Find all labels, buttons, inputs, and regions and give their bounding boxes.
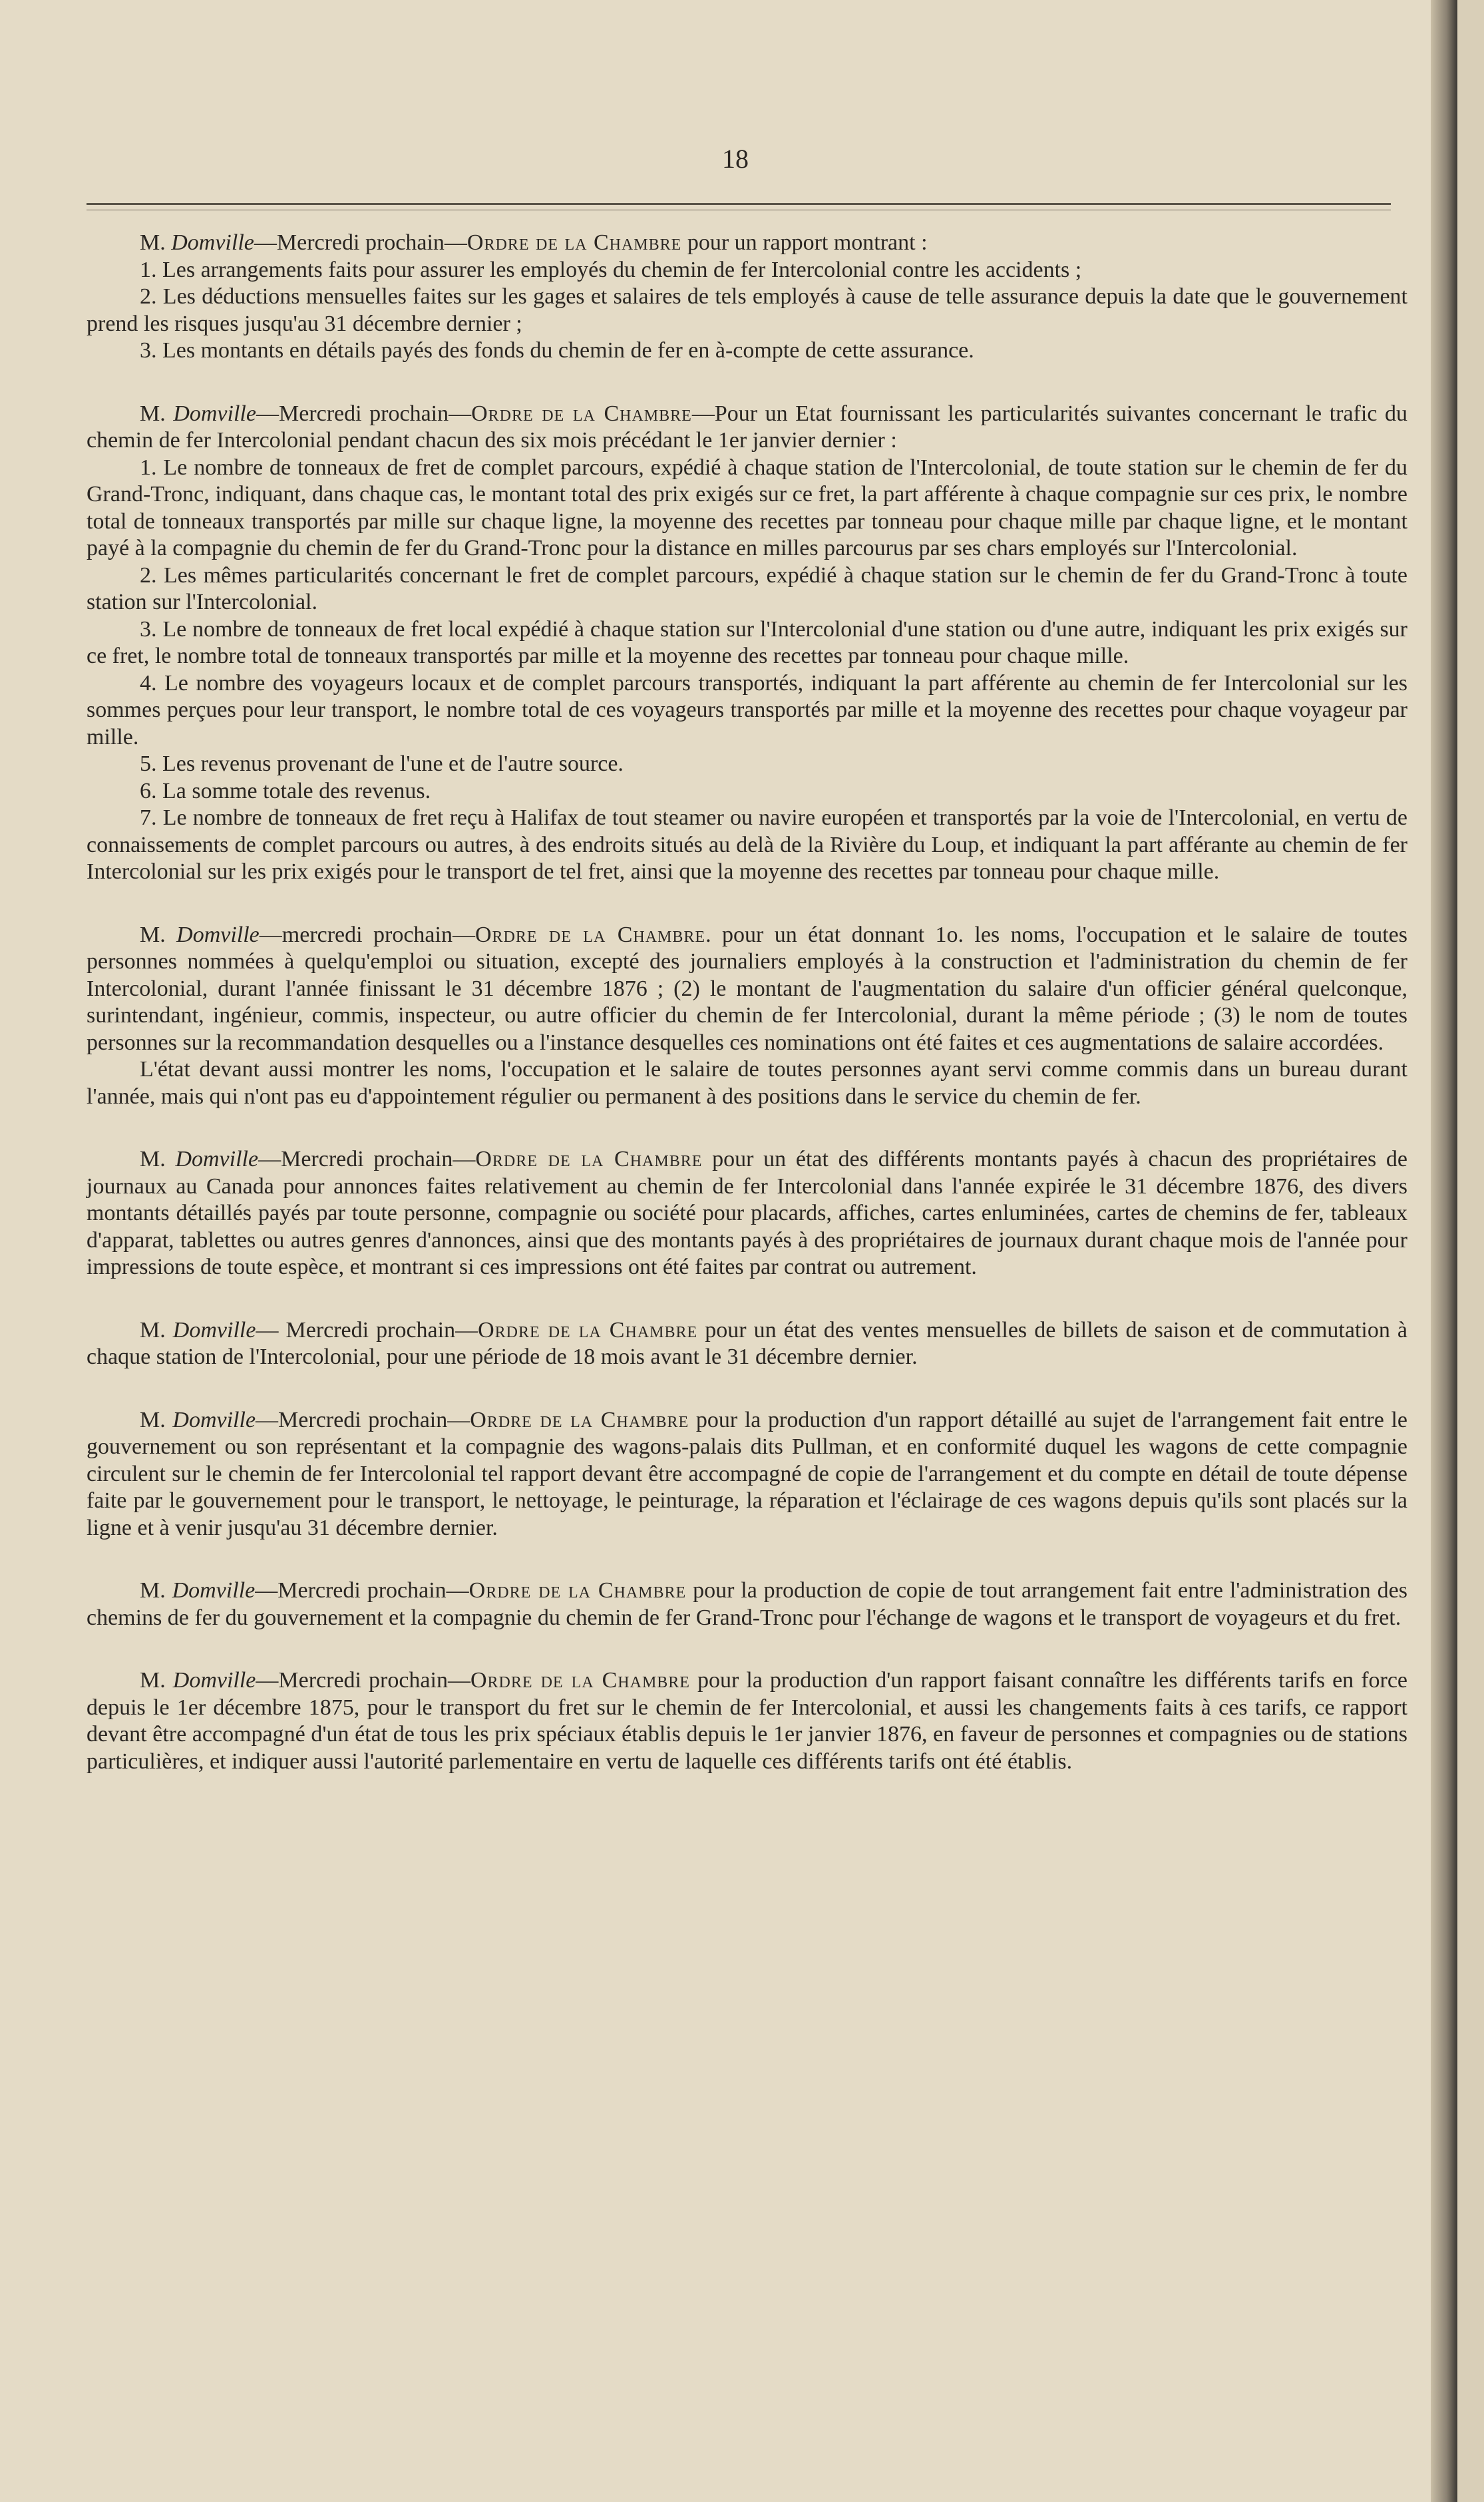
motion-intro: —Mercredi prochain— xyxy=(254,230,467,255)
motion-author: Domville xyxy=(171,230,254,255)
motion-intro: —mercredi prochain— xyxy=(259,922,475,947)
motion-author: Domville xyxy=(172,1317,256,1343)
motion-item-paragraph: 6. La somme totale des revenus. xyxy=(140,778,431,803)
motion-order: Ordre de la Chambre xyxy=(466,230,682,255)
motion-intro: —Mercredi prochain— xyxy=(256,1668,470,1693)
motion-intro: —Mercredi prochain— xyxy=(258,1147,476,1171)
motion-author: Domville xyxy=(175,1147,259,1171)
motion-lead-paragraph xyxy=(87,230,1407,257)
motion-block xyxy=(87,230,1407,365)
motion-prefix: M. xyxy=(140,401,174,426)
motion-lead-paragraph xyxy=(87,401,1407,455)
motion-lead-text: pour un rapport montrant : xyxy=(681,230,928,255)
motion-item-paragraph: 3. Les montants en détails payés des fonds du chemin de fer en à-compte de cette assurance. xyxy=(140,338,974,363)
motion-prefix: M. xyxy=(140,1407,173,1432)
motion-block xyxy=(87,1667,1407,1775)
motion-order: Ordre de la Chambre xyxy=(478,1317,698,1343)
motion-lead-text: pour la production d'un rapport détaillé au sujet de l'arrangement fait entre le gouvernement ou son représentant et la compagnie des wagons-palais dits Pullman, et en conformité duquel les wagons de cette compagnie circulent sur le chemin de fer Intercolonial tel rapport devant être accompagné de copie de l'arrangement et du compte en détail de toute dépense faite par le gouvernement pour le transport, le nettoyage, le peinturage, la réparation et l'éclairage de ces wagons depuis qu'ils sont placés sur la ligne et à venir jusqu'au 31 décembre dernier. xyxy=(87,1407,1408,1540)
motion-lead-text: pour un état des ventes mensuelles de billets de saison et de commutation à chaque station de l'Intercolonial, pour une période de 18 mois avant le 31 décembre dernier. xyxy=(87,1317,1408,1369)
motion-block xyxy=(87,1317,1407,1371)
motion-author: Domville xyxy=(172,1578,256,1603)
motion-lead-text: pour la production de copie de tout arrangement fait entre l'administration des chemins de fer du gouvernement et la compagnie du chemin de fer Grand-Tronc pour l'échange de wagons et le transport de voyageurs et du fret. xyxy=(87,1578,1408,1630)
motion-lead-paragraph xyxy=(87,1146,1407,1281)
motion-block xyxy=(87,1146,1407,1281)
motion-lead-text: . pour un état donnant 1o. les noms, l'occupation et le salaire de toutes personnes nommées à quelqu'emploi ou situation, excepté des journaliers employés à la construction et l'administration du chemin de fer Intercolonial, durant l'année finissant le 31 décembre 1876 ; (2) le montant de l'augmentation du salaire d'un officier général quelconque, surintendant, ingénieur, commis, inspecteur, ou autre officier du chemin de fer Intercolonial, durant la même période ; (3) le nom de toutes personnes sur la recommandation desquelles ou a l'instance desquelles ces nominations ont été faites et ces augmentations de salaire accordées. xyxy=(87,922,1408,1055)
motion-lead-paragraph xyxy=(87,922,1407,1057)
motion-order: Ordre de la Chambre xyxy=(471,401,692,426)
page-binding-edge xyxy=(1431,0,1457,2502)
motion-lead-text: —Pour un Etat fournissant les particularités suivantes concernant le trafic du chemin de fer Intercolonial pendant chacun des six mois précédant le 1er janvier dernier : xyxy=(87,401,1407,453)
motion-item-paragraph: 5. Les revenus provenant de l'une et de l'autre source. xyxy=(140,751,624,776)
motion-intro: —Mercredi prochain— xyxy=(256,401,472,426)
motion-block xyxy=(87,922,1407,1111)
motion-lead-paragraph xyxy=(87,1577,1407,1631)
motion-item-paragraph: 7. Le nombre de tonneaux de fret reçu à Halifax de tout steamer ou navire européen et transportés par la voie de l'Intercolonial, en vertu de connaissements de complet parcours ou autres, à des endroits situés au delà de la Rivière du Loup, et indiquant la part afférante au chemin de fer Intercolonial sur les prix exigés pour le transport de tel fret, ainsi que la moyenne des recettes par tonneau pour chaque mille. xyxy=(87,805,1407,884)
motion-intro: —Mercredi prochain— xyxy=(256,1407,470,1432)
motion-order: Ordre de la Chambre xyxy=(474,922,706,947)
motion-order: Ordre de la Chambre xyxy=(468,1578,687,1603)
motion-block xyxy=(87,401,1407,886)
motion-item-paragraph: 4. Le nombre des voyageurs locaux et de complet parcours transportés, indiquant la part afférente au chemin de fer Intercolonial sur les sommes perçues pour leur transport, le nombre total de ces voyageurs transportés par mille et la moyenne des recettes pour chaque voyageur par mille. xyxy=(87,670,1407,749)
motion-lead-paragraph xyxy=(87,1317,1407,1371)
motion-item-paragraph: 1. Les arrangements faits pour assurer les employés du chemin de fer Intercolonial contre les accidents ; xyxy=(140,257,1082,282)
motion-lead-paragraph xyxy=(87,1667,1407,1775)
motion-order: Ordre de la Chambre xyxy=(470,1407,689,1432)
motion-prefix: M. xyxy=(140,1317,173,1343)
motion-prefix: M. xyxy=(140,922,177,947)
motion-author: Domville xyxy=(176,922,260,947)
page-number: 18 xyxy=(722,144,749,174)
motion-author: Domville xyxy=(172,1407,256,1432)
motion-prefix: M. xyxy=(140,1578,172,1603)
motion-item-paragraph: 2. Les mêmes particularités concernant le fret de complet parcours, expédié à chaque station sur le chemin de fer du Grand-Tronc à toute station sur l'Intercolonial. xyxy=(87,562,1407,614)
header-rule xyxy=(87,203,1391,205)
motion-block xyxy=(87,1407,1407,1542)
motion-intro: —Mercredi prochain— xyxy=(255,1578,469,1603)
motion-item-paragraph: 3. Le nombre de tonneaux de fret local expédié à chaque station sur l'Intercolonial d'une station ou d'une autre, indiquant les prix exigés sur ce fret, le nombre total de tonneaux transportés par mille et la moyenne des recettes par tonneau pour chaque mille. xyxy=(87,616,1407,668)
motion-prefix: M. xyxy=(140,230,172,255)
motion-item-paragraph: 2. Les déductions mensuelles faites sur les gages et salaires de tels employés à cause de telle assurance depuis la date que le gouvernement prend les risques jusqu'au 31 décembre dernier ; xyxy=(87,284,1407,336)
motion-intro: — Mercredi prochain— xyxy=(256,1317,478,1343)
motion-order: Ordre de la Chambre xyxy=(475,1147,703,1171)
motion-item-paragraph: L'état devant aussi montrer les noms, l'occupation et le salaire de toutes personnes ayant servi comme commis dans un bureau durant l'année, mais qui n'ont pas eu d'appointement régulier ou permanent à des positions dans le service du chemin de fer. xyxy=(87,1057,1407,1109)
motion-prefix: M. xyxy=(140,1147,176,1171)
motions-list xyxy=(87,230,1407,1811)
motion-prefix: M. xyxy=(140,1668,173,1693)
motion-author: Domville xyxy=(173,401,256,426)
motion-lead-text: pour un état des différents montants payés à chacun des propriétaires de journaux au Canada pour annonces faites relativement au chemin de fer Intercolonial dans l'année expirée le 31 décembre 1876, des divers montants détaillés payés par toute personne, compagnie ou société pour placards, affiches, cartes enluminées, cartes de chemins de fer, tableaux d'apparat, tablettes ou autres genres d'annonces, ainsi que des montants payés à des propriétaires de journaux durant chaque mois de l'année pour impressions de toute espèce, et montrant si ces impressions ont été faites par contrat ou autrement. xyxy=(87,1147,1408,1279)
motion-author: Domville xyxy=(172,1668,256,1693)
motion-block xyxy=(87,1577,1407,1631)
motion-item-paragraph: 1. Le nombre de tonneaux de fret de complet parcours, expédié à chaque station de l'Intercolonial, de toute station sur le chemin de fer du Grand-Tronc, indiquant, dans chaque cas, le montant total des prix exigés sur ce fret, la part afférente à chaque compagnie sur ces prix, le nombre total de tonneaux transportés par mille sur chaque ligne, la moyenne des recettes par tonneau pour chaque mille par chaque ligne, et le montant payé à la compagnie du chemin de fer du Grand-Tronc pour la distance en milles parcourus par ses chars employés sur l'Intercolonial. xyxy=(87,455,1407,560)
motion-lead-paragraph xyxy=(87,1407,1407,1542)
motion-lead-text: pour la production d'un rapport faisant connaître les différents tarifs en force depuis le 1er décembre 1875, pour le transport du fret sur le chemin de fer Intercolonial, et aussi les changements faits à ces tarifs, ce rapport devant être accompagné d'un état de tous les prix spéciaux établis depuis le 1er janvier 1876, en faveur de personnes et compagnies ou de stations particulières, et indiquer aussi l'autorité parlementaire en vertu de laquelle ces différents tarifs ont été établis. xyxy=(87,1668,1408,1774)
motion-order: Ordre de la Chambre xyxy=(470,1668,690,1693)
